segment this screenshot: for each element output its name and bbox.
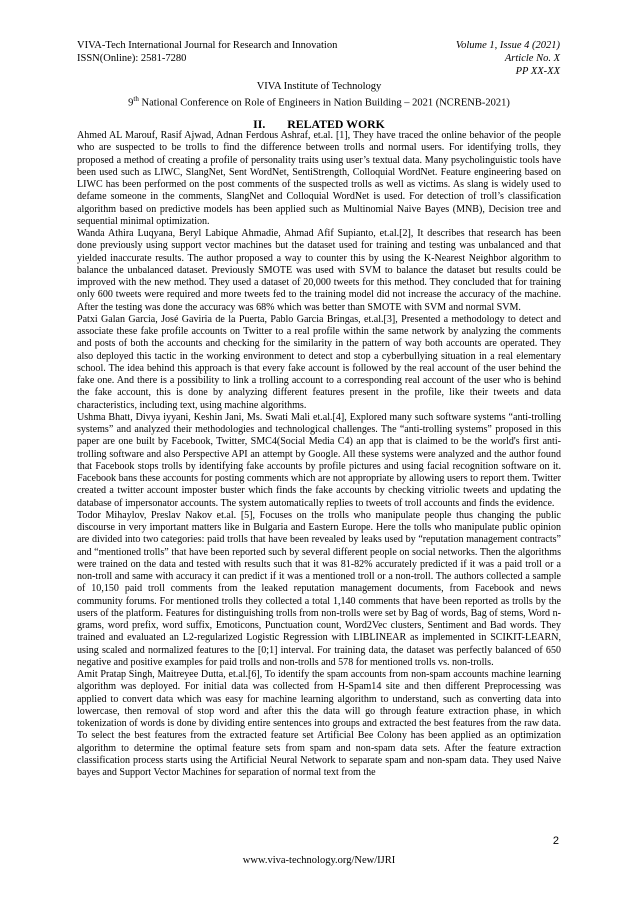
body-text (77, 130, 561, 779)
paragraph-ref-4: Ushma Bhatt, Divya iyyani, Keshin Jani, Ms. Swati Mali et.al.[4], Explored many such software systems “anti-trolling systems” and analyzed their methodologies and technological challenges. The “anti-trolling systems” proposed in this paper are one built by Facebook, Twitter, SMC4(Social Media C4) an app that is claimed to be the world's first anti-trolling software and also Perspective API an attempt by Google. All these systems were analyzed and the author found that Facebook stops trolls by identifying fake accounts by profile pictures and using facial recognition software on it. Facebook bans these accounts for posting comments which are not appropriate by allowing users to report them. Twitter created a twitter account imposter buster which finds the fake accounts by checking vitriolic tweets and updating the database of impersonator accounts. The system automatically replies to tweets of troll accounts and finds the evidence. (77, 411, 561, 509)
conference-number: 9 (128, 97, 134, 109)
institute-name: VIVA Institute of Technology (256, 81, 382, 92)
paragraph-ref-2: Wanda Athira Luqyana, Beryl Labique Ahmadie, Ahmad Afif Supianto, et.al.[2], It describes that research has been done previously using support vector machines but the dataset used for training and testing was unbalanced and that yielded inaccurate results. The author proposed a way to counter this by using the K-Nearest Neighbor algorithm to balance the unbalanced dataset. Previously SMOTE was used with SVM to balance the dataset but results could be improved with the new method. They used a dataset of 20,000 tweets for this method. They concluded that for training only 600 tweets were required and more tweets fed to the training model did not increase the accuracy of the machine. After the testing was done the accuracy was 68% which was better than SMOTE with SVM and normal SVM. (77, 228, 561, 313)
article-number: Article No. X (504, 53, 560, 64)
conference-title: National Conference on Role of Engineers in Nation Building – 2021 (NCRENB-2021) (138, 97, 510, 109)
footer-url: www.viva-technology.org/New/IJRI (242, 855, 396, 866)
page-range: PP XX-XX (515, 66, 560, 77)
journal-name: VIVA-Tech International Journal for Research and Innovation (77, 40, 338, 51)
section-heading (0, 117, 638, 131)
conference-ordinal: th (133, 95, 139, 103)
paragraph-ref-6: Amit Pratap Singh, Maitreyee Dutta, et.al.[6], To identify the spam accounts from non-spam accounts machine learning algorithm was deployed. For initial data was collected from H-Spam14 site and then different Preprocessing was applied to convert data which was easy for machine learning algorithm to understand, such as converting data into lowercase, then removal of stop word and after this the data will go through feature extraction phase, in which tokenization of words is done by dividing entire sentences into groups and extracted the best features from the raw data. To select the best features from the extracted feature set Artificial Bee Colony has been applied as an optimization algorithm to determine the optimal feature sets from spam and non-spam data sets. After the feature extraction classification process starts using the Artificial Neural Network to separate spam and non-spam data. They used Naive bayes and Support Vector Machines for separation of normal text from the (77, 669, 561, 778)
section-title: RELATED WORK (287, 117, 385, 131)
issn: ISSN(Online): 2581-7280 (77, 53, 187, 64)
paragraph-ref-1: Ahmed AL Marouf, Rasif Ajwad, Adnan Ferdous Ashraf, et.al. [1], They have traced the online behavior of the people who are suspected to be trolls to find the difference between trolls and normal users. For identifying trolls, they proposed a method of creating a profile of personality traits using user’s textual data. Many psycholinguistic tools have been used such as LIWC, SlangNet, Sent WordNet, SentiStrength, Colloquial WordNet. Feature engineering based on LIWC has been performed on the post comments of the suspected trolls as well as victims. As slang is widely used to defame someone in the comments, SlangNet and Colloquial WordNet is used. For detection of troll’s classification algorithm based on predictive models has been applied such as Multinomial Naive Bayes (MNB), Decision tree and sequential minimal optimization. (77, 130, 561, 227)
section-number: II. (253, 117, 266, 131)
volume-issue: Volume 1, Issue 4 (2021) (455, 40, 560, 51)
paragraph-ref-5: Todor Mihaylov, Preslav Nakov et.al. [5], Focuses on the trolls who manipulate people thus changing the public discourse in very important matters like in Bulgaria and Eastern Europe. Here the tolls who manipulate public opinion are divided into two categories: paid trolls that have been revealed by leaks used by “reputation management contracts” and “mentioned trolls” that have been reported such by several different people on social networks. Then the algorithms were trained on the data and tested with results such that it was 81-82% accurately predicted if it was a paid troll or a non-troll and same with accuracy it can predict if it was a mentioned troll or a non-troll. The authors collected a sample of 10,150 paid troll comments from the leaked reputation management documents, from Facebook and news community forums. For mentioned trolls they collected a total 1,140 comments that have been reported as trolls by the users of the platform. Features for distinguishing trolls from non-trolls were set by Bag of words, Bag of stems, Word n-grams, word prefix, word suffix, Emoticons, Punctuation count, Word2Vec clusters, Sentiment and Bad words. They trained and evaluated an L2-regularized Logistic Regression with LIBLINEAR as implemented in SCIKIT-LEARN, using scaled and normalized features to the [0;1] interval. For training data, the dataset was perfectly balanced of 650 negative and positive examples for paid trolls and non-trolls and 578 for mentioned trolls vs. non-trolls. (77, 509, 561, 668)
conference-name (60, 93, 578, 110)
page-number: 2 (552, 835, 559, 847)
paragraph-ref-3: Patxi Galan Garcia, José Gaviria de la Puerta, Pablo Garcia Bringas, et.al.[3], Presented a methodology to detect and associate these fake profile accounts on Twitter to a real profile within the same network by analyzing the comments and posts of both the accounts and checking for the similarity in the pattern of way both accounts are operated. They also deployed this tactic in the working environment to detect and stop a cyberbullying situation in a real elementary school. The idea behind this approach is that every fake account is followed by the real account of the user behind the fake one. And there is a possibility to link a trolling account to a corresponding real account of the user who is behind the fake account, this is done by analyzing different features present in the profile, like their tweets and data characteristics, including text, using machine algorithms. (77, 313, 561, 411)
